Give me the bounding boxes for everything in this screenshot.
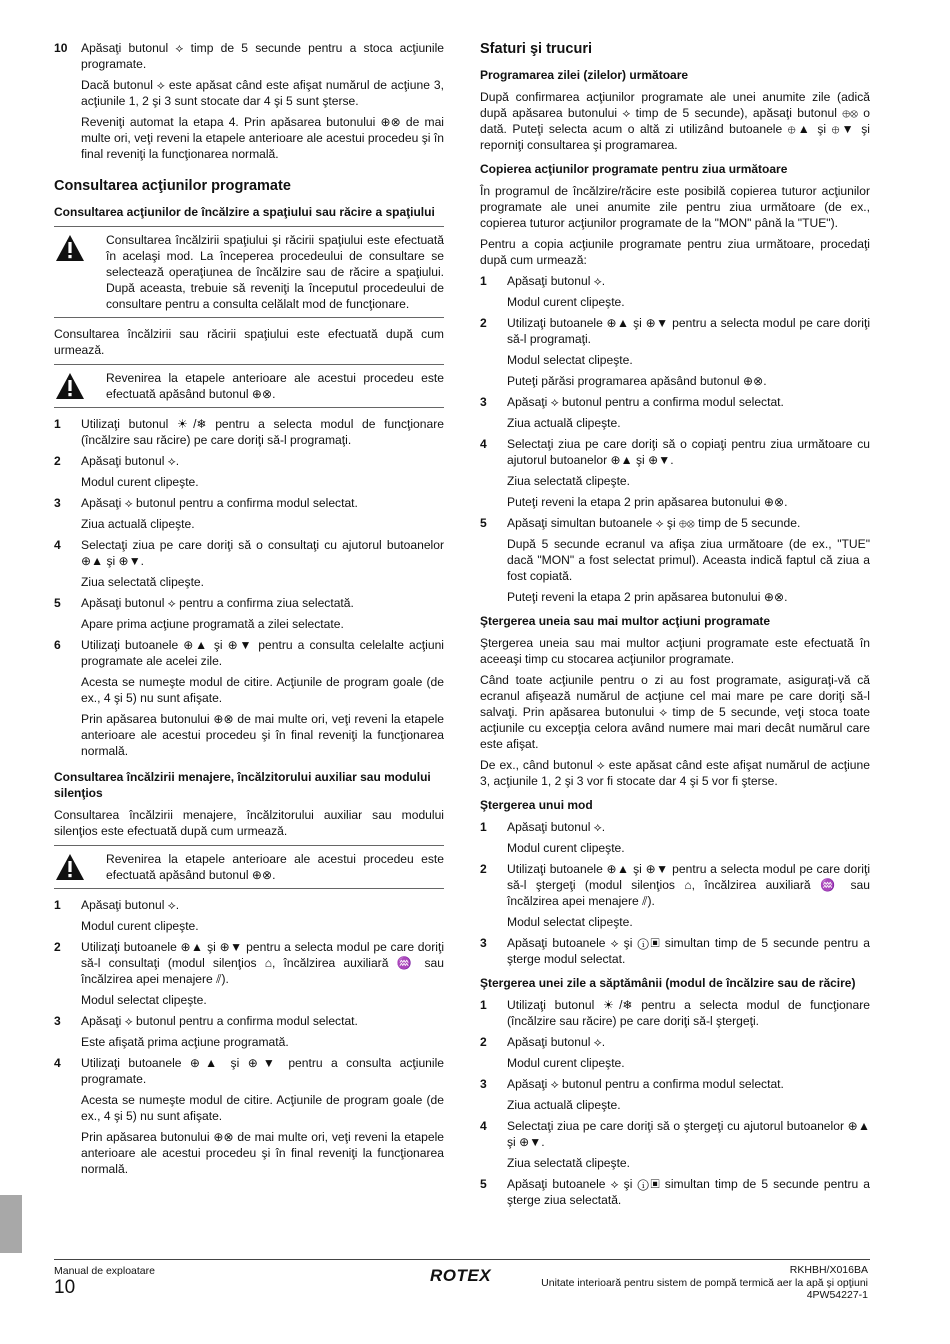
step-note: Ziua actuală clipeşte. — [507, 416, 621, 430]
step-list — [54, 897, 444, 1177]
step-item — [480, 861, 870, 930]
step-item — [54, 495, 444, 532]
step-instruction: Selectaţi ziua pe care doriţi să o copiaţi pentru ziua următoare cu ajutorul butoanelor ⊕▲ şi ⊕▼. — [507, 437, 870, 467]
step-item — [480, 515, 870, 605]
footer-model: RKHBH/X016BA — [789, 1264, 868, 1276]
step-instruction: Utilizaţi butoanele ⊕▲ şi ⊕▼ pentru a selecta modul pe care doriţi să-l programaţi. — [507, 316, 870, 346]
footer-document-info — [541, 1264, 868, 1302]
warning-text: Revenirea la etapele anterioare ale acestui procedeu este efectuată apăsând butonul ⊕⊗. — [106, 371, 444, 401]
footer-manual-label: Manual de exploatare — [54, 1265, 155, 1277]
subheading-delete-day: Ştergerea unei zile a săptămânii (modul de încălzire sau de răcire) — [480, 976, 856, 990]
step-item — [54, 637, 444, 759]
step-note: Acesta se numeşte modul de citire. Acţiunile de program goale (de ex., 4 şi 5) nu sunt afişate. — [81, 1093, 444, 1123]
step-number: 5 — [480, 516, 487, 530]
step-item — [54, 537, 444, 590]
step-instruction: Apăsaţi ⟡ butonul pentru a confirma modul selectat. — [507, 395, 784, 409]
step-note: Modul curent clipeşte. — [81, 919, 199, 933]
step-number: 5 — [480, 1177, 487, 1191]
step-number: 4 — [480, 437, 487, 451]
warning-box — [54, 364, 444, 408]
step-instruction: Apăsaţi butonul ⟡. — [81, 898, 180, 912]
step-item — [54, 939, 444, 1008]
step-note: Modul selectat clipeşte. — [81, 993, 207, 1007]
footer-code: 4PW54227-1 — [806, 1289, 868, 1301]
step-instruction: Apăsaţi ⟡ butonul pentru a confirma modul selectat. — [507, 1077, 784, 1091]
step-note: Ziua selectată clipeşte. — [507, 474, 631, 488]
step-instruction: Apăsaţi ⟡ butonul pentru a confirma modul selectat. — [81, 1014, 358, 1028]
step-note: Reveniţi automat la etapa 4. Prin apăsarea butonului ⊕⊗ de mai multe ori, veţi reveni la etapele anterioare ale acestui procedeu şi în final reveniţi la funcţionarea normală. — [81, 115, 444, 161]
step-note: Modul curent clipeşte. — [507, 295, 625, 309]
step-instruction: Apăsaţi butoanele ⟡ şi ⓘ▣ simultan timp de 5 secunde pentru a şterge modul selectat. — [507, 936, 870, 966]
step-instruction: Utilizaţi butonul ☀/❄ pentru a selecta modul de funcţionare (încălzire sau răcire) pe care doriţi să-l programaţi. — [81, 417, 444, 447]
step-item — [480, 315, 870, 389]
rotex-logo: ROTEX — [430, 1266, 492, 1285]
step-note: Modul curent clipeşte. — [507, 841, 625, 855]
step-instruction: Apăsaţi butonul ⟡. — [507, 820, 606, 834]
step-item — [480, 394, 870, 431]
step-instruction: Selectaţi ziua pe care doriţi să o ştergeţi cu ajutorul butoanelor ⊕▲ şi ⊕▼. — [507, 1119, 870, 1149]
step-note: Acesta se numeşte modul de citire. Acţiunile de program goale (de ex., 4 şi 5) nu sunt afişate. — [81, 675, 444, 705]
step-instruction: Utilizaţi butoanele ⊕▲ şi ⊕▼ pentru a consulta acţiunile programate. — [81, 1056, 444, 1086]
step-note: Modul selectat clipeşte. — [507, 353, 633, 367]
step-instruction: Apăsaţi butonul ⟡ pentru a confirma ziua selectată. — [81, 596, 354, 610]
step-item — [480, 1076, 870, 1113]
step-item — [480, 436, 870, 510]
step-instruction: Apăsaţi simultan butoanele ⟡ şi ⊕⊗ timp de 5 secunde. — [507, 516, 801, 530]
step-number: 3 — [54, 1014, 61, 1028]
left-column — [54, 40, 444, 1182]
step-number: 6 — [54, 638, 61, 652]
footer-description: Unitate interioară pentru sistem de pompă termică aer la apă şi opţiuni — [541, 1276, 868, 1289]
step-list — [54, 416, 444, 759]
step-number: 2 — [480, 316, 487, 330]
step-number: 4 — [54, 1056, 61, 1070]
step-item — [480, 273, 870, 310]
step-note: Dacă butonul ⟡ este apăsat când este afişat numărul de acţiune 3, acţiunile 1, 2 şi 3 sunt stocate dar 4 şi 5 sunt şterse. — [81, 78, 444, 108]
warning-text: Consultarea încălzirii spaţiului şi răcirii spaţiului este efectuată în acelaşi mod. La începerea procedeului de consultare se selectează operaţiunea de încălzire sau de răcire a spaţiului. După aceasta, trebuie să reveniţi la începutul procedeului de consultare pentru a consulta celălalt mod de funcţionare. — [106, 233, 444, 311]
paragraph: Consultarea încălzirii sau răcirii spaţiului este efectuată după cum urmează. — [54, 327, 444, 357]
step-item — [54, 40, 444, 162]
paragraph: În programul de încălzire/răcire este posibilă copierea tuturor acţiunilor programate ale unei anumite zile pentru ziua următoare (de ex., copierea tuturor acţiunilor programate de la "MON" până la "TUE"). — [480, 184, 870, 230]
step-note: Puteţi părăsi programarea apăsând butonul ⊕⊗. — [507, 374, 767, 388]
step-instruction: Utilizaţi butoanele ⊕▲ şi ⊕▼ pentru a selecta modul pe care doriţi să-l ştergeţi (modul silenţios ⌂, încălzirea auxiliară ♒ sau încălzirea apei menajere ⫽). — [507, 862, 870, 908]
right-column — [480, 40, 870, 1213]
step-instruction: Apăsaţi butonul ⟡. — [507, 274, 606, 288]
step-item — [54, 595, 444, 632]
step-item — [54, 416, 444, 448]
step-note: Puteţi reveni la etapa 2 prin apăsarea butonului ⊕⊗. — [507, 495, 788, 509]
step-number: 2 — [54, 940, 61, 954]
warning-text: Revenirea la etapele anterioare ale acestui procedeu este efectuată apăsând butonul ⊕⊗. — [106, 852, 444, 882]
paragraph: Consultarea încălzirii menajere, încălzitorului auxiliar sau modului silenţios este efectuată după cum urmează. — [54, 808, 444, 838]
step-note: Apare prima acţiune programată a zilei selectate. — [81, 617, 344, 631]
step-number: 3 — [480, 1077, 487, 1091]
step-note: Ziua actuală clipeşte. — [81, 517, 195, 531]
section-title-consultation: Consultarea acţiunilor programate — [54, 178, 291, 194]
step-item — [480, 1118, 870, 1171]
step-number: 3 — [480, 395, 487, 409]
step-instruction: Selectaţi ziua pe care doriţi să o consultaţi cu ajutorul butoanelor ⊕▲ şi ⊕▼. — [81, 538, 444, 568]
step-number: 3 — [480, 936, 487, 950]
step-number: 1 — [480, 274, 487, 288]
step-number: 1 — [54, 898, 61, 912]
step-number: 2 — [480, 1035, 487, 1049]
step-item — [480, 935, 870, 967]
subheading-space-heating: Consultarea acţiunilor de încălzire a spaţiului sau răcire a spaţiului — [54, 205, 435, 219]
section-title-tips: Sfaturi şi trucuri — [480, 41, 592, 57]
step-item — [54, 1055, 444, 1177]
paragraph: De ex., când butonul ⟡ este apăsat când este afişat numărul de acţiune 3, acţiunile 1, 2 şi 3 vor fi stocate dar 4 şi 5 vor fi şterse. — [480, 758, 870, 788]
step-note: După 5 secunde ecranul va afişa ziua următoare (de ex., "TUE" dacă "MON" a fost selectat primul). Aceasta indică faptul că ziua a fost copiată. — [507, 537, 870, 583]
step-instruction: Utilizaţi butoanele ⊕▲ şi ⊕▼ pentru a selecta modul pe care doriţi să-l consultaţi (modul silenţios ⌂, încălzirea auxiliară ♒ sau încălzirea apei menajere ⫽). — [81, 940, 444, 986]
step-note: Modul curent clipeşte. — [81, 475, 199, 489]
step-note: Ziua actuală clipeşte. — [507, 1098, 621, 1112]
step-item — [480, 997, 870, 1029]
step-number: 2 — [480, 862, 487, 876]
footer-divider — [54, 1259, 870, 1260]
step-item — [480, 1176, 870, 1208]
page-number: 10 — [54, 1277, 76, 1298]
step-number: 4 — [480, 1119, 487, 1133]
page-edge-tab — [0, 1195, 22, 1253]
step-item — [480, 1034, 870, 1071]
step-list — [480, 819, 870, 967]
step-instruction: Apăsaţi butoanele ⟡ şi ⓘ▣ simultan timp de 5 secunde pentru a şterge ziua selectată. — [507, 1177, 870, 1207]
subheading-delete-mode: Ştergerea unui mod — [480, 798, 593, 812]
step-number: 1 — [480, 820, 487, 834]
step-instruction: Apăsaţi ⟡ butonul pentru a confirma modul selectat. — [81, 496, 358, 510]
step-number: 2 — [54, 454, 61, 468]
step-instruction: Utilizaţi butonul ☀/❄ pentru a selecta modul de funcţionare (încălzire sau răcire) pe care doriţi să-l ştergeţi. — [507, 998, 870, 1028]
step-number: 1 — [480, 998, 487, 1012]
step-number: 4 — [54, 538, 61, 552]
step-instruction: Apăsaţi butonul ⟡ timp de 5 secunde pentru a stoca acţiunile programate. — [81, 41, 444, 71]
step-item — [54, 1013, 444, 1050]
warning-triangle-icon — [55, 372, 85, 400]
warning-triangle-icon — [55, 234, 85, 262]
step-note: Modul curent clipeşte. — [507, 1056, 625, 1070]
step-item — [54, 897, 444, 934]
warning-box — [54, 845, 444, 889]
step-list — [480, 273, 870, 605]
step-note: Ziua selectată clipeşte. — [507, 1156, 631, 1170]
step-instruction: Apăsaţi butonul ⟡. — [507, 1035, 606, 1049]
subheading-copy: Copierea acţiunilor programate pentru ziua următoare — [480, 162, 788, 176]
step-note: Puteţi reveni la etapa 2 prin apăsarea butonului ⊕⊗. — [507, 590, 788, 604]
step-number: 1 — [54, 417, 61, 431]
step-item — [54, 453, 444, 490]
step-list — [480, 997, 870, 1208]
subheading-domestic-heating: Consultarea încălzirii menajere, încălzitorului auxiliar sau modului silenţios — [54, 770, 431, 800]
step-number: 10 — [54, 41, 68, 55]
step-number: 5 — [54, 596, 61, 610]
warning-box — [54, 226, 444, 318]
step-instruction: Apăsaţi butonul ⟡. — [81, 454, 180, 468]
warning-triangle-icon — [55, 853, 85, 881]
step-note: Este afişată prima acţiune programată. — [81, 1035, 289, 1049]
step-note: Modul selectat clipeşte. — [507, 915, 633, 929]
step-note: Ziua selectată clipeşte. — [81, 575, 205, 589]
step-note: Prin apăsarea butonului ⊕⊗ de mai multe ori, veţi reveni la etapele anterioare ale acestui procedeu şi în final reveniţi la funcţionarea normală. — [81, 712, 444, 758]
step-instruction: Utilizaţi butoanele ⊕▲ şi ⊕▼ pentru a consulta celelalte acţiuni programate ale acelei zile. — [81, 638, 444, 668]
paragraph: După confirmarea acţiunilor programate ale unei anumite zile (adică după apăsarea butonului ⟡ timp de 5 secunde), apăsaţi butonul ⊕⊗ o dată. Puteţi selecta acum o altă zi utilizând butoanele ⊕▲ şi ⊕▼ şi reporniţi consultarea şi programarea. — [480, 90, 870, 152]
step-list — [54, 40, 444, 162]
subheading-delete-actions: Ştergerea uneia sau mai multor acţiuni programate — [480, 614, 771, 628]
paragraph: Ştergerea uneia sau mai multor acţiuni programate este efectuată în aceeaşi timp cu stocarea acţiunilor programate. — [480, 636, 870, 666]
step-item — [480, 819, 870, 856]
paragraph: Pentru a copia acţiunile programate pentru ziua următoare, procedaţi după cum urmează: — [480, 237, 870, 267]
paragraph: Când toate acţiunile pentru o zi au fost programate, asiguraţi-vă că ecranul afişează numărul de acţiune cel mai mare pe care doriţi să-l salvaţi. Prin apăsarea butonului ⟡ timp de 5 secunde, veţi stoca toate acţiunile cu excepţia celora având numere mai mari decât numărul care este afişat. — [480, 673, 870, 751]
step-number: 3 — [54, 496, 61, 510]
subheading-next-days: Programarea zilei (zilelor) următoare — [480, 68, 689, 82]
step-note: Prin apăsarea butonului ⊕⊗ de mai multe ori, veţi reveni la etapele anterioare ale acestui procedeu şi în final reveniţi la funcţionarea normală. — [81, 1130, 444, 1176]
